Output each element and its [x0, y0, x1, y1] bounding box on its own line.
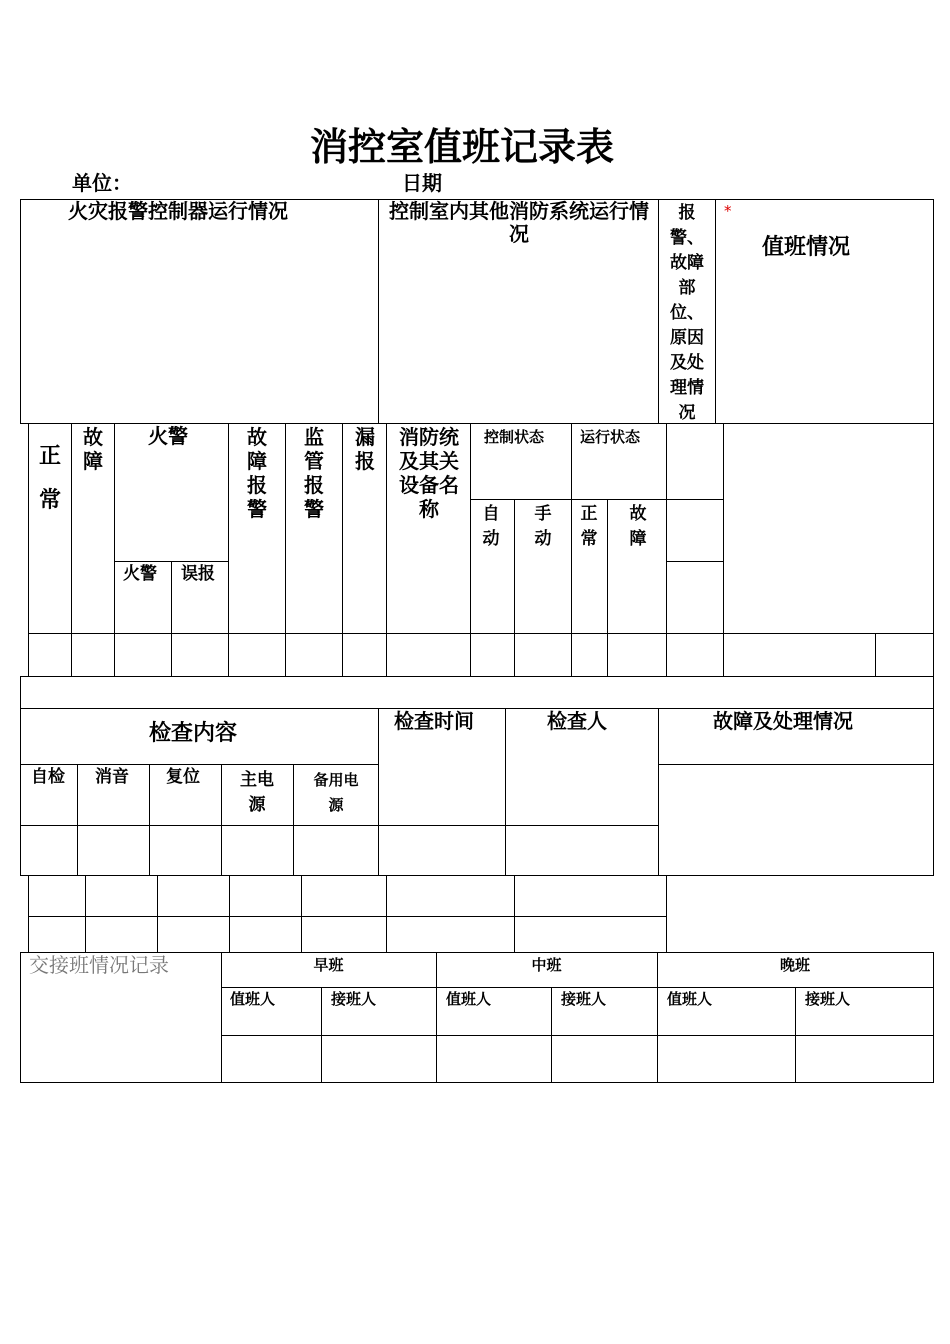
auto-header: 自动 [482, 504, 500, 549]
morning-take-over: 接班人 [331, 990, 377, 1008]
page-title: 消控室值班记录表 [310, 125, 615, 169]
backup-power-header: 备用电源 [313, 771, 359, 814]
fire-alarm-sub-header: 火警 [123, 564, 157, 584]
inspector-header: 检查人 [547, 709, 607, 733]
asterisk-mark: * [724, 202, 732, 220]
false-alarm-header: 误报 [181, 564, 215, 584]
night-take-over: 接班人 [805, 990, 851, 1008]
check-time-header: 检查时间 [394, 709, 474, 733]
night-on-duty: 值班人 [667, 990, 713, 1008]
fault-report-header: 故障报警 [247, 425, 267, 521]
fire-alarm-controller-header: 火灾报警控制器运行情况 [68, 199, 288, 223]
supervise-report-header: 监管报警 [304, 425, 324, 521]
manual-header: 手动 [534, 504, 552, 549]
middle-shift-header: 中班 [531, 956, 562, 974]
middle-take-over: 接班人 [561, 990, 607, 1008]
device-name-header: 消防统及其关设备名称 [399, 425, 459, 521]
fault-handling-header: 故障及处理情况 [713, 709, 853, 733]
fault-header: 故障 [83, 425, 103, 473]
other-systems-header: 控制室内其他消防系统运行情况 [389, 199, 649, 246]
alarm-fault-info-header: 报警、故障部位、原因及处理情况 [670, 203, 704, 423]
morning-on-duty: 值班人 [230, 990, 276, 1008]
date-label: 日期 [402, 171, 442, 195]
control-state-header: 控制状态 [484, 428, 545, 446]
handover-record-label: 交接班情况记录 [29, 953, 169, 977]
silence-header: 消音 [95, 767, 129, 787]
run-normal-header: 正常 [580, 504, 598, 549]
night-shift-header: 晚班 [779, 956, 810, 974]
normal-header: 正常 [38, 444, 61, 513]
unit-label: 单位： [72, 171, 132, 195]
reset-header: 复位 [166, 767, 200, 787]
fire-alarm-header: 火警 [148, 424, 188, 448]
duty-status-header: 值班情况 [762, 235, 851, 260]
middle-on-duty: 值班人 [446, 990, 492, 1008]
main-power-header: 主电源 [240, 770, 274, 815]
run-state-header: 运行状态 [580, 428, 641, 446]
self-check-header: 自检 [31, 767, 65, 787]
run-fault-header: 故障 [629, 504, 647, 549]
check-content-header: 检查内容 [149, 721, 238, 746]
missed-report-header: 漏报 [355, 425, 375, 473]
morning-shift-header: 早班 [313, 956, 344, 974]
